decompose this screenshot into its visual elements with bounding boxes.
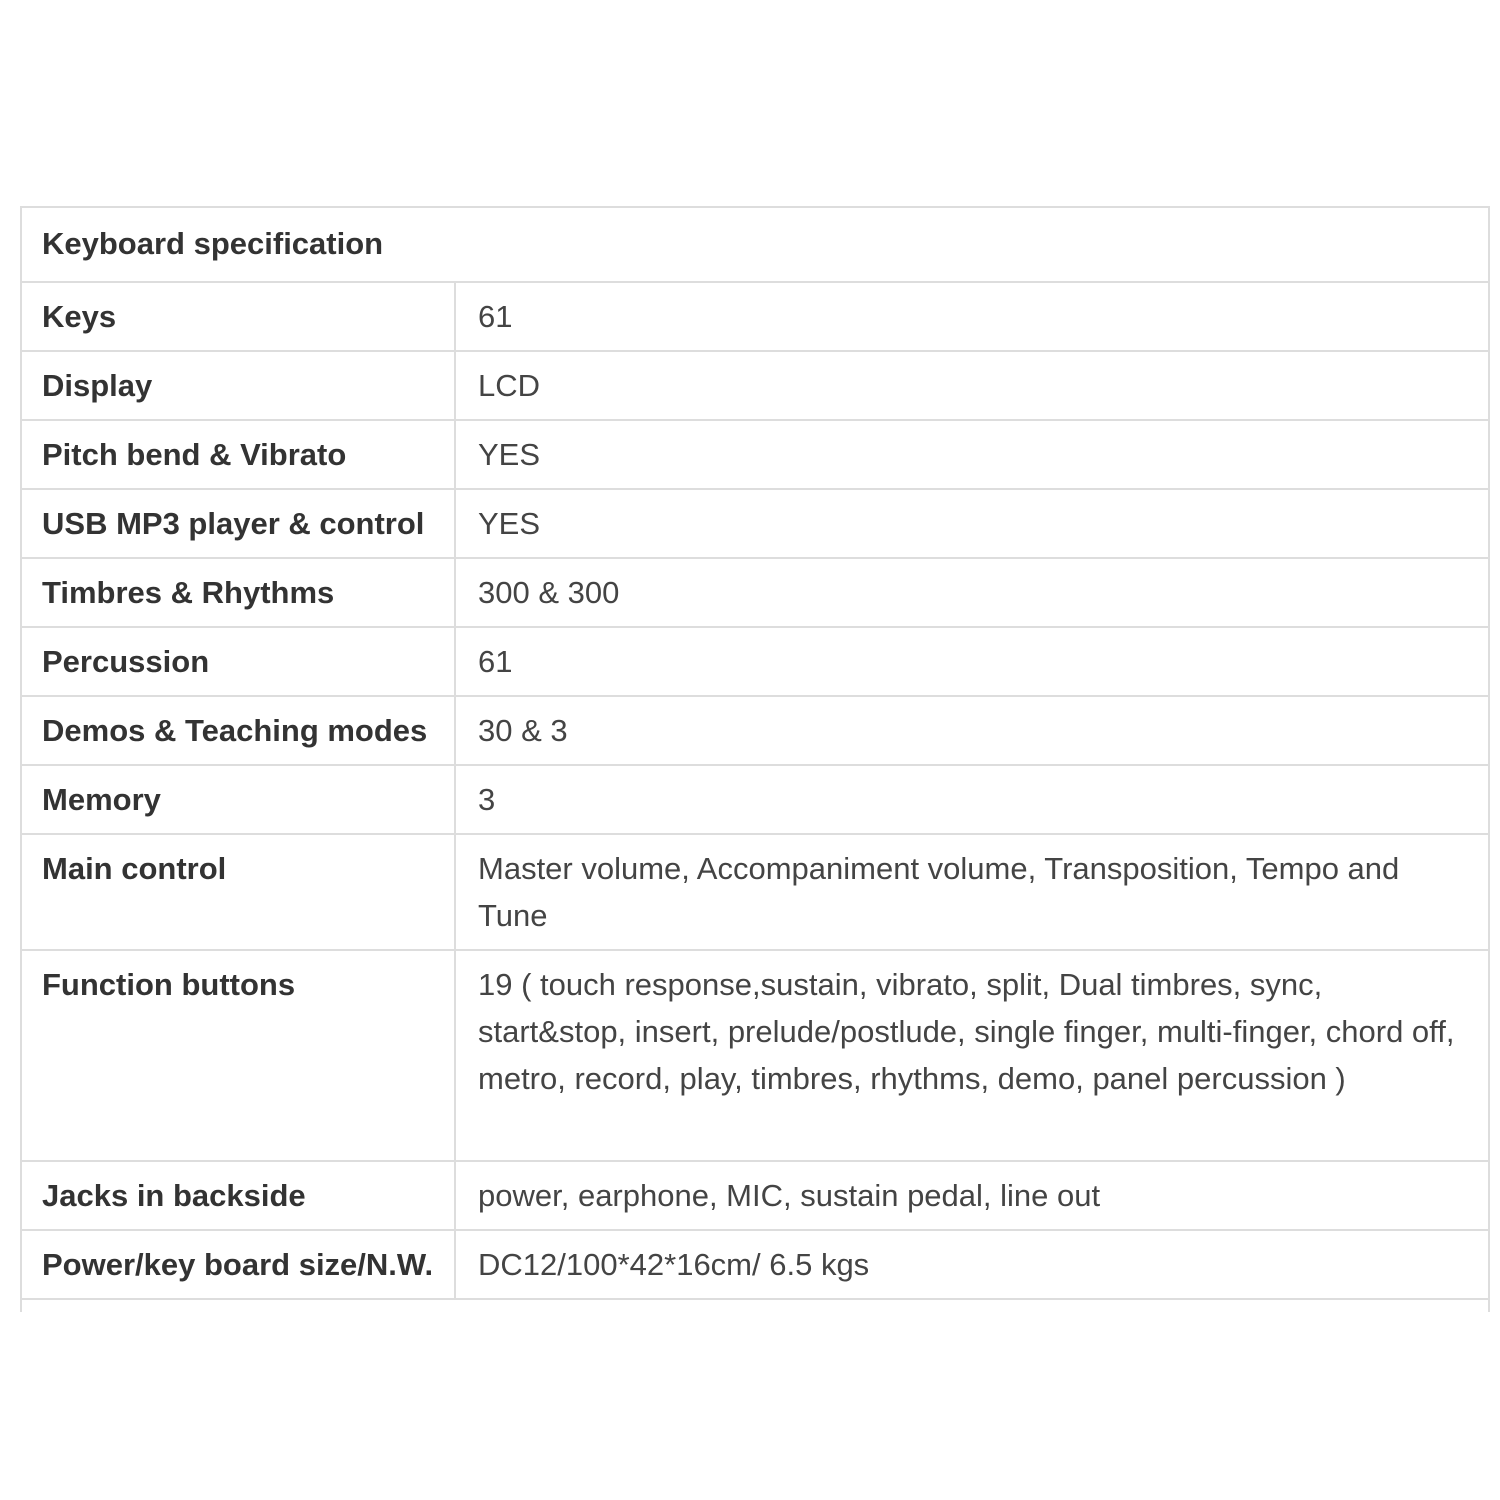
spec-label-percussion: Percussion — [22, 627, 455, 696]
table-row — [22, 627, 1488, 696]
spec-value-memory: 3 — [455, 765, 1488, 834]
table-row — [22, 489, 1488, 558]
spec-value-percussion: 61 — [455, 627, 1488, 696]
table-title: Keyboard specification — [22, 208, 1488, 282]
spec-table — [22, 208, 1488, 1300]
spec-value-keys: 61 — [455, 282, 1488, 351]
spec-label-main-control: Main control — [22, 834, 455, 950]
table-header-row — [22, 208, 1488, 282]
spec-label-jacks: Jacks in backside — [22, 1161, 455, 1230]
spec-value-display: LCD — [455, 351, 1488, 420]
spec-label-demos: Demos & Teaching modes — [22, 696, 455, 765]
spec-value-demos: 30 & 3 — [455, 696, 1488, 765]
spec-label-timbres-rhythms: Timbres & Rhythms — [22, 558, 455, 627]
spec-label-function-buttons: Function buttons — [22, 950, 455, 1161]
table-row — [22, 765, 1488, 834]
spec-label-display: Display — [22, 351, 455, 420]
spec-value-function-buttons: 19 ( touch response,sustain, vibrato, split, Dual timbres, sync, start&stop, insert, prelude/postlude, single finger, multi-finger, chord off, metro, record, play, timbres, rhythms, demo, panel percussion ) — [455, 950, 1488, 1161]
spec-value-usb-mp3: YES — [455, 489, 1488, 558]
table-row — [22, 282, 1488, 351]
table-row — [22, 1161, 1488, 1230]
spec-label-pitch-bend: Pitch bend & Vibrato — [22, 420, 455, 489]
spec-value-pitch-bend: YES — [455, 420, 1488, 489]
spec-label-usb-mp3: USB MP3 player & control — [22, 489, 455, 558]
spec-label-memory: Memory — [22, 765, 455, 834]
spec-value-power-size: DC12/100*42*16cm/ 6.5 kgs — [455, 1230, 1488, 1299]
spec-label-power-size: Power/key board size/N.W. — [22, 1230, 455, 1299]
table-row — [22, 420, 1488, 489]
table-row — [22, 834, 1488, 950]
spec-value-timbres-rhythms: 300 & 300 — [455, 558, 1488, 627]
spec-table-container — [20, 206, 1490, 1312]
spec-value-main-control: Master volume, Accompaniment volume, Transposition, Tempo and Tune — [455, 834, 1488, 950]
spec-label-keys: Keys — [22, 282, 455, 351]
table-row — [22, 558, 1488, 627]
table-row — [22, 351, 1488, 420]
table-row — [22, 696, 1488, 765]
table-row — [22, 1230, 1488, 1299]
spec-value-jacks: power, earphone, MIC, sustain pedal, line out — [455, 1161, 1488, 1230]
table-row — [22, 950, 1488, 1161]
